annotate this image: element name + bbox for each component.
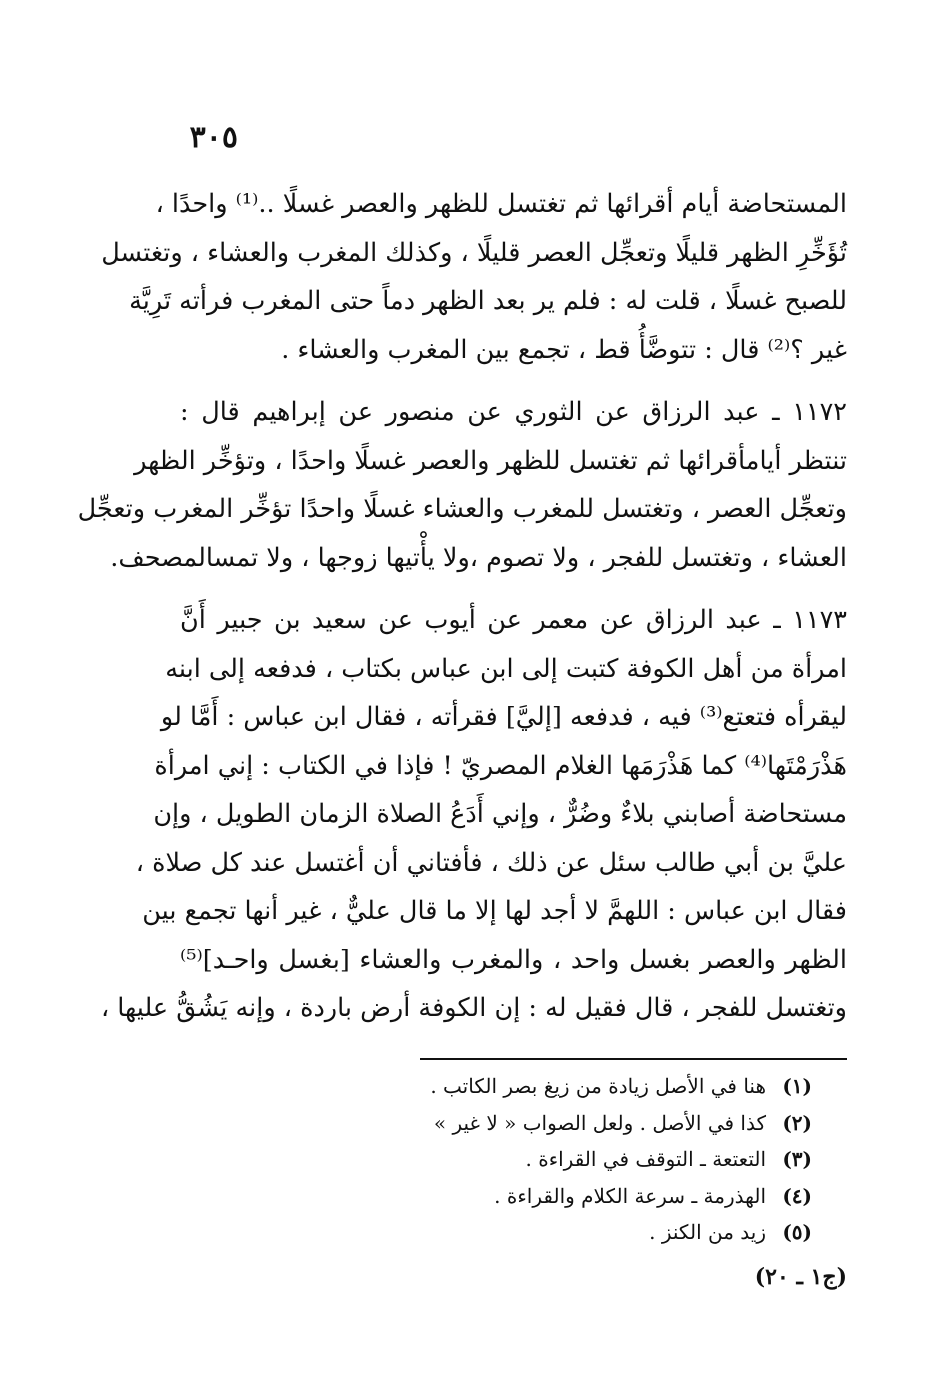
footnote-number: (٣) <box>782 1147 812 1171</box>
footnote <box>212 1141 812 1178</box>
footnote-number: (٥) <box>782 1220 812 1244</box>
text-line: ليقرأه فتعتع⁽³⁾ فيه ، فدفعه [إليَّ] فقرأته ، فقال ابن عباس : أَمَّا لو <box>160 702 847 732</box>
footnotes <box>212 1068 812 1251</box>
text-line: مستحاضة أصابني بلاءٌ وضُرٌّ ، وإني أَدَعُ الصلاة الزمان الطويل ، وإن <box>153 799 847 829</box>
text-line: المستحاضة أيام أقرائها ثم تغتسل للظهر والعصر غسلًا ..⁽¹⁾ واحدًا ، <box>155 189 847 219</box>
text-line: وتغتسل للفجر ، قال فقيل له : إن الكوفة أرض باردة ، وإنه يَشُقُّ عليها ، <box>100 993 847 1023</box>
footnote-text: التعتعة ـ التوقف في القراءة . <box>525 1147 766 1171</box>
text-line: هَذْرَمْتَها⁽⁴⁾ كما هَذْرَمَها الغلام المصريّ ! فإذا في الكتاب : إني امرأة <box>154 750 847 781</box>
footnote <box>212 1068 812 1105</box>
footnote <box>212 1178 812 1215</box>
paragraph <box>77 388 847 582</box>
text-line: فقال ابن عباس : اللهمَّ لا أجد لها إلا ما قال عليٌّ ، غير أنها تجمع بين <box>142 896 847 926</box>
text-line: للصبح غسلًا ، قلت له : فلم ير بعد الظهر دماً حتى المغرب فرأته تَرِيَّة <box>129 286 847 316</box>
footnote-number: (١) <box>782 1074 812 1098</box>
main-text <box>77 180 847 1033</box>
text-line: وتعجِّل العصر ، وتغتسل للمغرب والعشاء غسلًا واحدًا تؤخِّر المغرب وتعجِّل <box>77 494 847 524</box>
footnote-number: (٤) <box>782 1183 812 1208</box>
footnote-divider <box>420 1058 847 1060</box>
volume-signature: (ج١ ـ ٢٠) <box>754 1264 847 1290</box>
text-line: تنتظر أيامأقرائها ثم تغتسل للظهر والعصر غسلًا واحدًا ، وتؤخِّر الظهر <box>134 445 847 476</box>
page-number: ٣٠٥ <box>189 120 238 155</box>
footnote <box>212 1105 812 1142</box>
paragraph <box>101 180 847 374</box>
text-line: تُؤَخِّرِ الظهر قليلًا وتعجِّل العصر قليلًا ، وكذلك المغرب والعشاء ، وتغتسل <box>101 237 847 268</box>
text-line: امرأة من أهل الكوفة كتبت إلى ابن عباس بكتاب ، فدفعه إلى ابنه <box>165 653 847 684</box>
footnote-text: زيد من الكنز . <box>649 1220 766 1244</box>
paragraph <box>100 596 847 1033</box>
footnote-number: (٢) <box>782 1110 812 1135</box>
text-line: ١١٧٣ ـ عبد الرزاق عن معمر عن أيوب عن سعيد بن جبير أَنَّ <box>180 605 847 635</box>
text-line: العشاء ، وتغتسل للفجر ، ولا تصوم ،ولا يأْتيها زوجها ، ولا تمسالمصحف. <box>110 542 847 573</box>
footnote-text: هنا في الأصل زيادة من زيغ بصر الكاتب . <box>430 1074 766 1098</box>
footnote-text: الهذرمة ـ سرعة الكلام والقراءة . <box>494 1183 766 1208</box>
text-line: غير ؟⁽²⁾ قال : تتوضَّأُ قط ، تجمع بين المغرب والعشاء . <box>281 334 847 365</box>
footnote <box>212 1214 812 1251</box>
footnote-text: كذا في الأصل . ولعل الصواب « لا غير » <box>433 1110 766 1135</box>
text-line: عليَّ بن أبي طالب سئل عن ذلك ، فأفتاني أن أغتسل عند كل صلاة ، <box>135 847 847 878</box>
text-line: ١١٧٢ ـ عبد الرزاق عن الثوري عن منصور عن إبراهيم قال : <box>180 397 847 427</box>
text-line: الظهر والعصر بغسل واحد ، والمغرب والعشاء [بغسل واحـد]⁽⁵⁾ <box>180 944 847 975</box>
